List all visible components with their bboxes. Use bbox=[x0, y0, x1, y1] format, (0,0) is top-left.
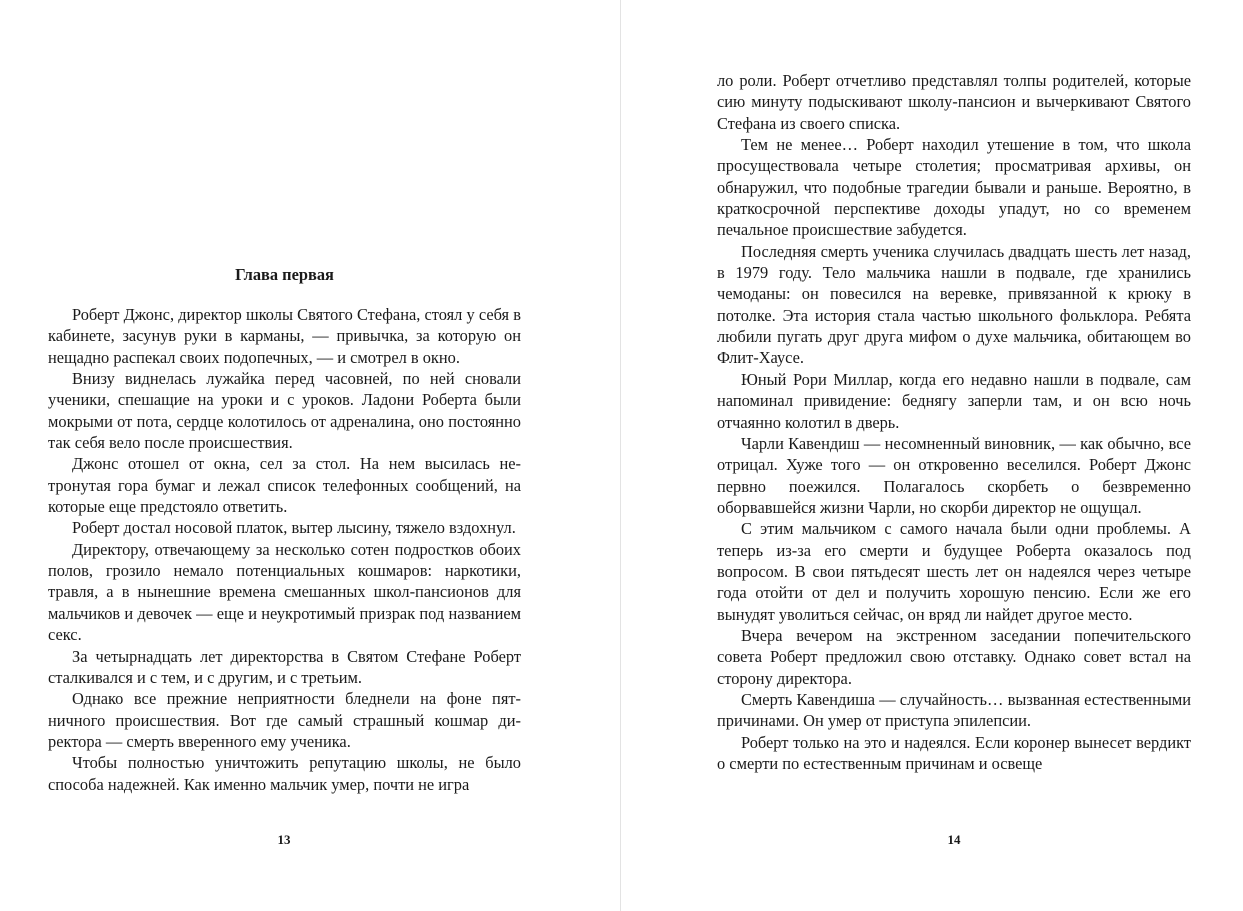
paragraph: Роберт Джонс, директор школы Святого Стефана, стоял у себя в кабинете, засунув руки в карманы, — привычка, за которую он нещадно распекал своих подопечных, — и смотрел в окно. bbox=[48, 305, 521, 367]
page-number-right: 14 bbox=[947, 832, 961, 847]
chapter-title: Глава первая bbox=[235, 265, 334, 284]
page-number-left: 13 bbox=[277, 832, 291, 847]
paragraph: Смерть Кавендиша — случайность… вызванная естественными причинами. Он умер от приступа эпилепсии. bbox=[717, 689, 1191, 731]
paragraph: Внизу виднелась лужайка перед часовней, по ней сновали ученики, спешащие на уроки и с уроков. Ладони Роберта были мокрыми от пота, сердце колотилось от адреналина, оно постоянно так себя вело после происшествия. bbox=[48, 369, 521, 453]
left-page-text bbox=[48, 304, 521, 795]
paragraph: Директору, отвечающему за несколько сотен подростков обоих полов, грозило немало потенциальных кошмаров: наркотики, травля, а в нынешние времена смешанных школ-пансионов для мальчиков и девочек — еще и неукротимый призрак под названием секс. bbox=[48, 539, 521, 645]
paragraph: Чтобы полностью уничтожить репутацию школы, не было способа надежней. Как именно мальчик умер, почти не игра bbox=[48, 753, 521, 794]
paragraph: С этим мальчиком с самого начала были одни проблемы. А теперь из-за его смерти и будущее Роберта оказалось под вопросом. В свои пятьдесят шесть лет он надеялся через четыре года отойти от дел и получить хорошую пенсию. Если же его вынудят уволиться сейчас, он вряд ли найдет другое место. bbox=[717, 519, 1191, 624]
paragraph: Чарли Кавендиш — несомненный виновник, — как обычно, все отрицал. Хуже того — он откровенно веселился. Роберт Джонс первно поежился. Полагалось скорбеть о безвременно оборвавшейся жизни Чарли, но скорби директор не ощущал. bbox=[717, 433, 1191, 517]
left-page bbox=[0, 0, 620, 911]
paragraph: За четырнадцать лет директорства в Святом Стефане Роберт сталкивался и с тем, и с другим, и с третьим. bbox=[48, 646, 521, 687]
paragraph: Юный Рори Миллар, когда его недавно нашли в подвале, сам напоминал привидение: беднягу заперли там, и он всю ночь отчаянно колотил в дверь. bbox=[717, 369, 1191, 432]
paragraph: Роберт только на это и надеялся. Если коронер вынесет вердикт о смерти по естественным причинам и освеще bbox=[717, 732, 1191, 773]
paragraph-continuation: ло роли. Роберт отчетливо представлял толпы родителей, которые сию минуту подыскивают школу-пансион и вычеркивают Святого Стефана из своего списка. bbox=[717, 71, 1191, 133]
paragraph: Джонс отошел от окна, сел за стол. На нем высилась нетронутая гора бумаг и лежал список телефонных сообщений, на которые еще предстояло ответить. bbox=[48, 454, 521, 517]
paragraph: Последняя смерть ученика случилась двадцать шесть лет назад, в 1979 году. Тело мальчика нашли в подвале, где хранились чемоданы: он повесился на веревке, привязанной к крюку в потолке. Эта история стала частью школьного фольклора. Ребята любили пугать друг друга мифом о духе мальчика, обитающем во Флит-Хаусе. bbox=[717, 241, 1191, 368]
right-page bbox=[621, 0, 1243, 911]
paragraph: Роберт достал носовой платок, вытер лысину, тяжело вздохнул. bbox=[72, 518, 516, 538]
paragraph: Однако все прежние неприятности бледнели на фоне пятничного происшествия. Вот где самый страшный кошмар директора — смерть вверенного ему ученика. bbox=[48, 689, 521, 751]
paragraph: Вчера вечером на экстренном заседании попечительского совета Роберт предложил свою отставку. Однако совет встал на сторону директора. bbox=[717, 625, 1191, 688]
right-page-text bbox=[717, 70, 1191, 774]
paragraph: Тем не менее… Роберт находил утешение в том, что школа просуществовала четыре столетия; просматривая архивы, он обнаружил, что подобные трагедии бывали и раньше. Вероятно, в краткосрочной перспективе доходы упадут, но со временем печальное происшествие забудется. bbox=[717, 135, 1191, 240]
